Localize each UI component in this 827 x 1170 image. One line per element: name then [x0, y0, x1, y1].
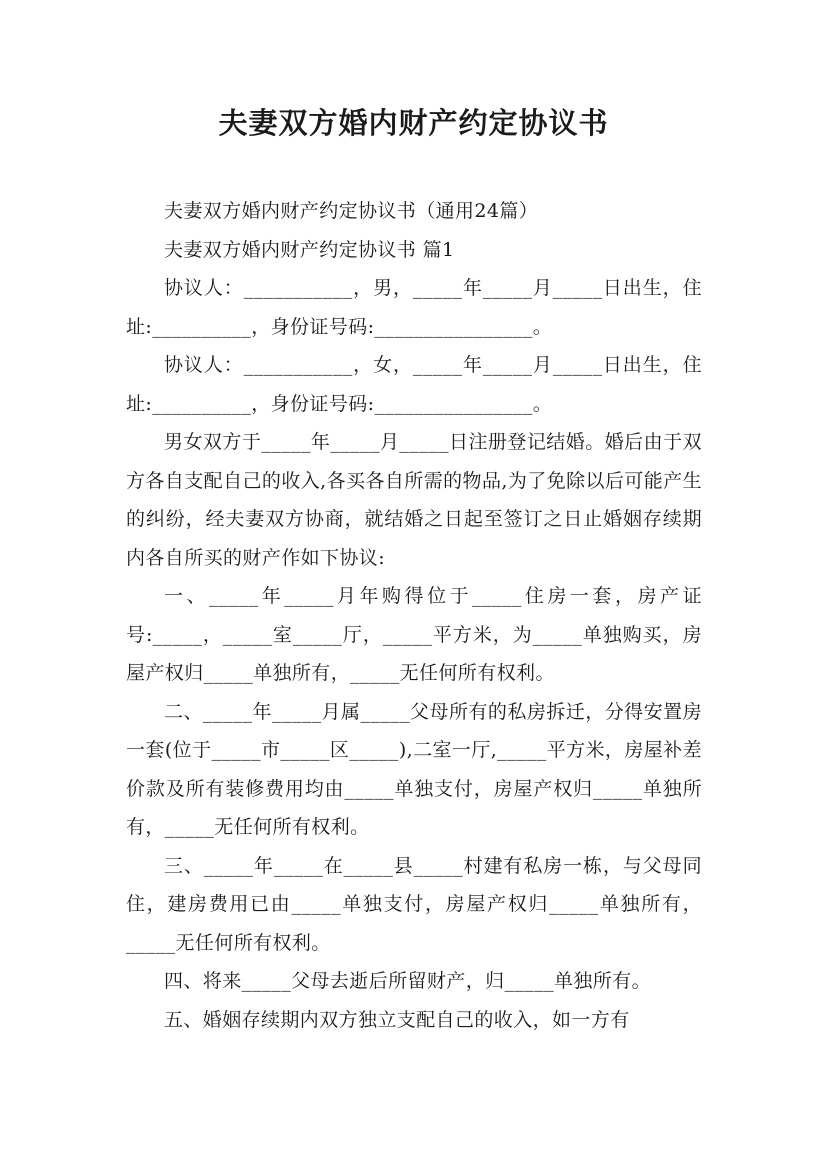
paragraph-clause-3: 三、_____年_____在_____县_____村建有私房一栋，与父母同住，建房费用已由_____单独支付，房屋产权归_____单独所有，_____无任何所有权利。 — [126, 854, 702, 954]
paragraph-clause-1: 一、_____年_____月年购得位于_____住房一套，房产证号:_____，_____室_____厅，_____平方米，为_____单独购买，房屋产权归_____单独所有，_____无任何所有权利。 — [126, 585, 702, 684]
document-title: 夫妻双方婚内财产约定协议书 — [218, 106, 609, 140]
paragraph-party-male: 协议人：___________，男，_____年_____月_____日出生，住址:__________，身份证号码:________________。 — [126, 277, 702, 338]
paragraph-clause-2: 二、_____年_____月属_____父母所有的私房拆迁，分得安置房一套(位于_____市_____区_____),二室一厅,_____平方米，房屋补差价款及所有装修费用均由_____单独支付，房屋产权归_____单独所有，_____无任何所有权利。 — [126, 700, 702, 838]
paragraph-clause-4: 四、将来_____父母去逝后所留财产，归_____单独所有。 — [164, 970, 652, 992]
paragraph-collection-heading: 夫妻双方婚内财产约定协议书（通用24篇） — [164, 200, 539, 222]
paragraph-article-heading: 夫妻双方婚内财产约定协议书 篇1 — [164, 238, 455, 261]
paragraph-preamble: 男女双方于_____年_____月_____日注册登记结婚。婚后由于双方各自支配自己的收入,各买各自所需的物品,为了免除以后可能产生的纠纷，经夫妻双方协商，就结婚之日起至签订之日止婚姻存续期内各自所买的财产作如下协议: — [126, 431, 702, 569]
paragraph-party-female: 协议人：___________，女，_____年_____月_____日出生，住址:__________，身份证号码:________________。 — [126, 354, 702, 415]
document-body — [126, 192, 702, 1039]
paragraph-clause-5: 五、婚姻存续期内双方独立支配自己的收入，如一方有 — [164, 1008, 630, 1031]
